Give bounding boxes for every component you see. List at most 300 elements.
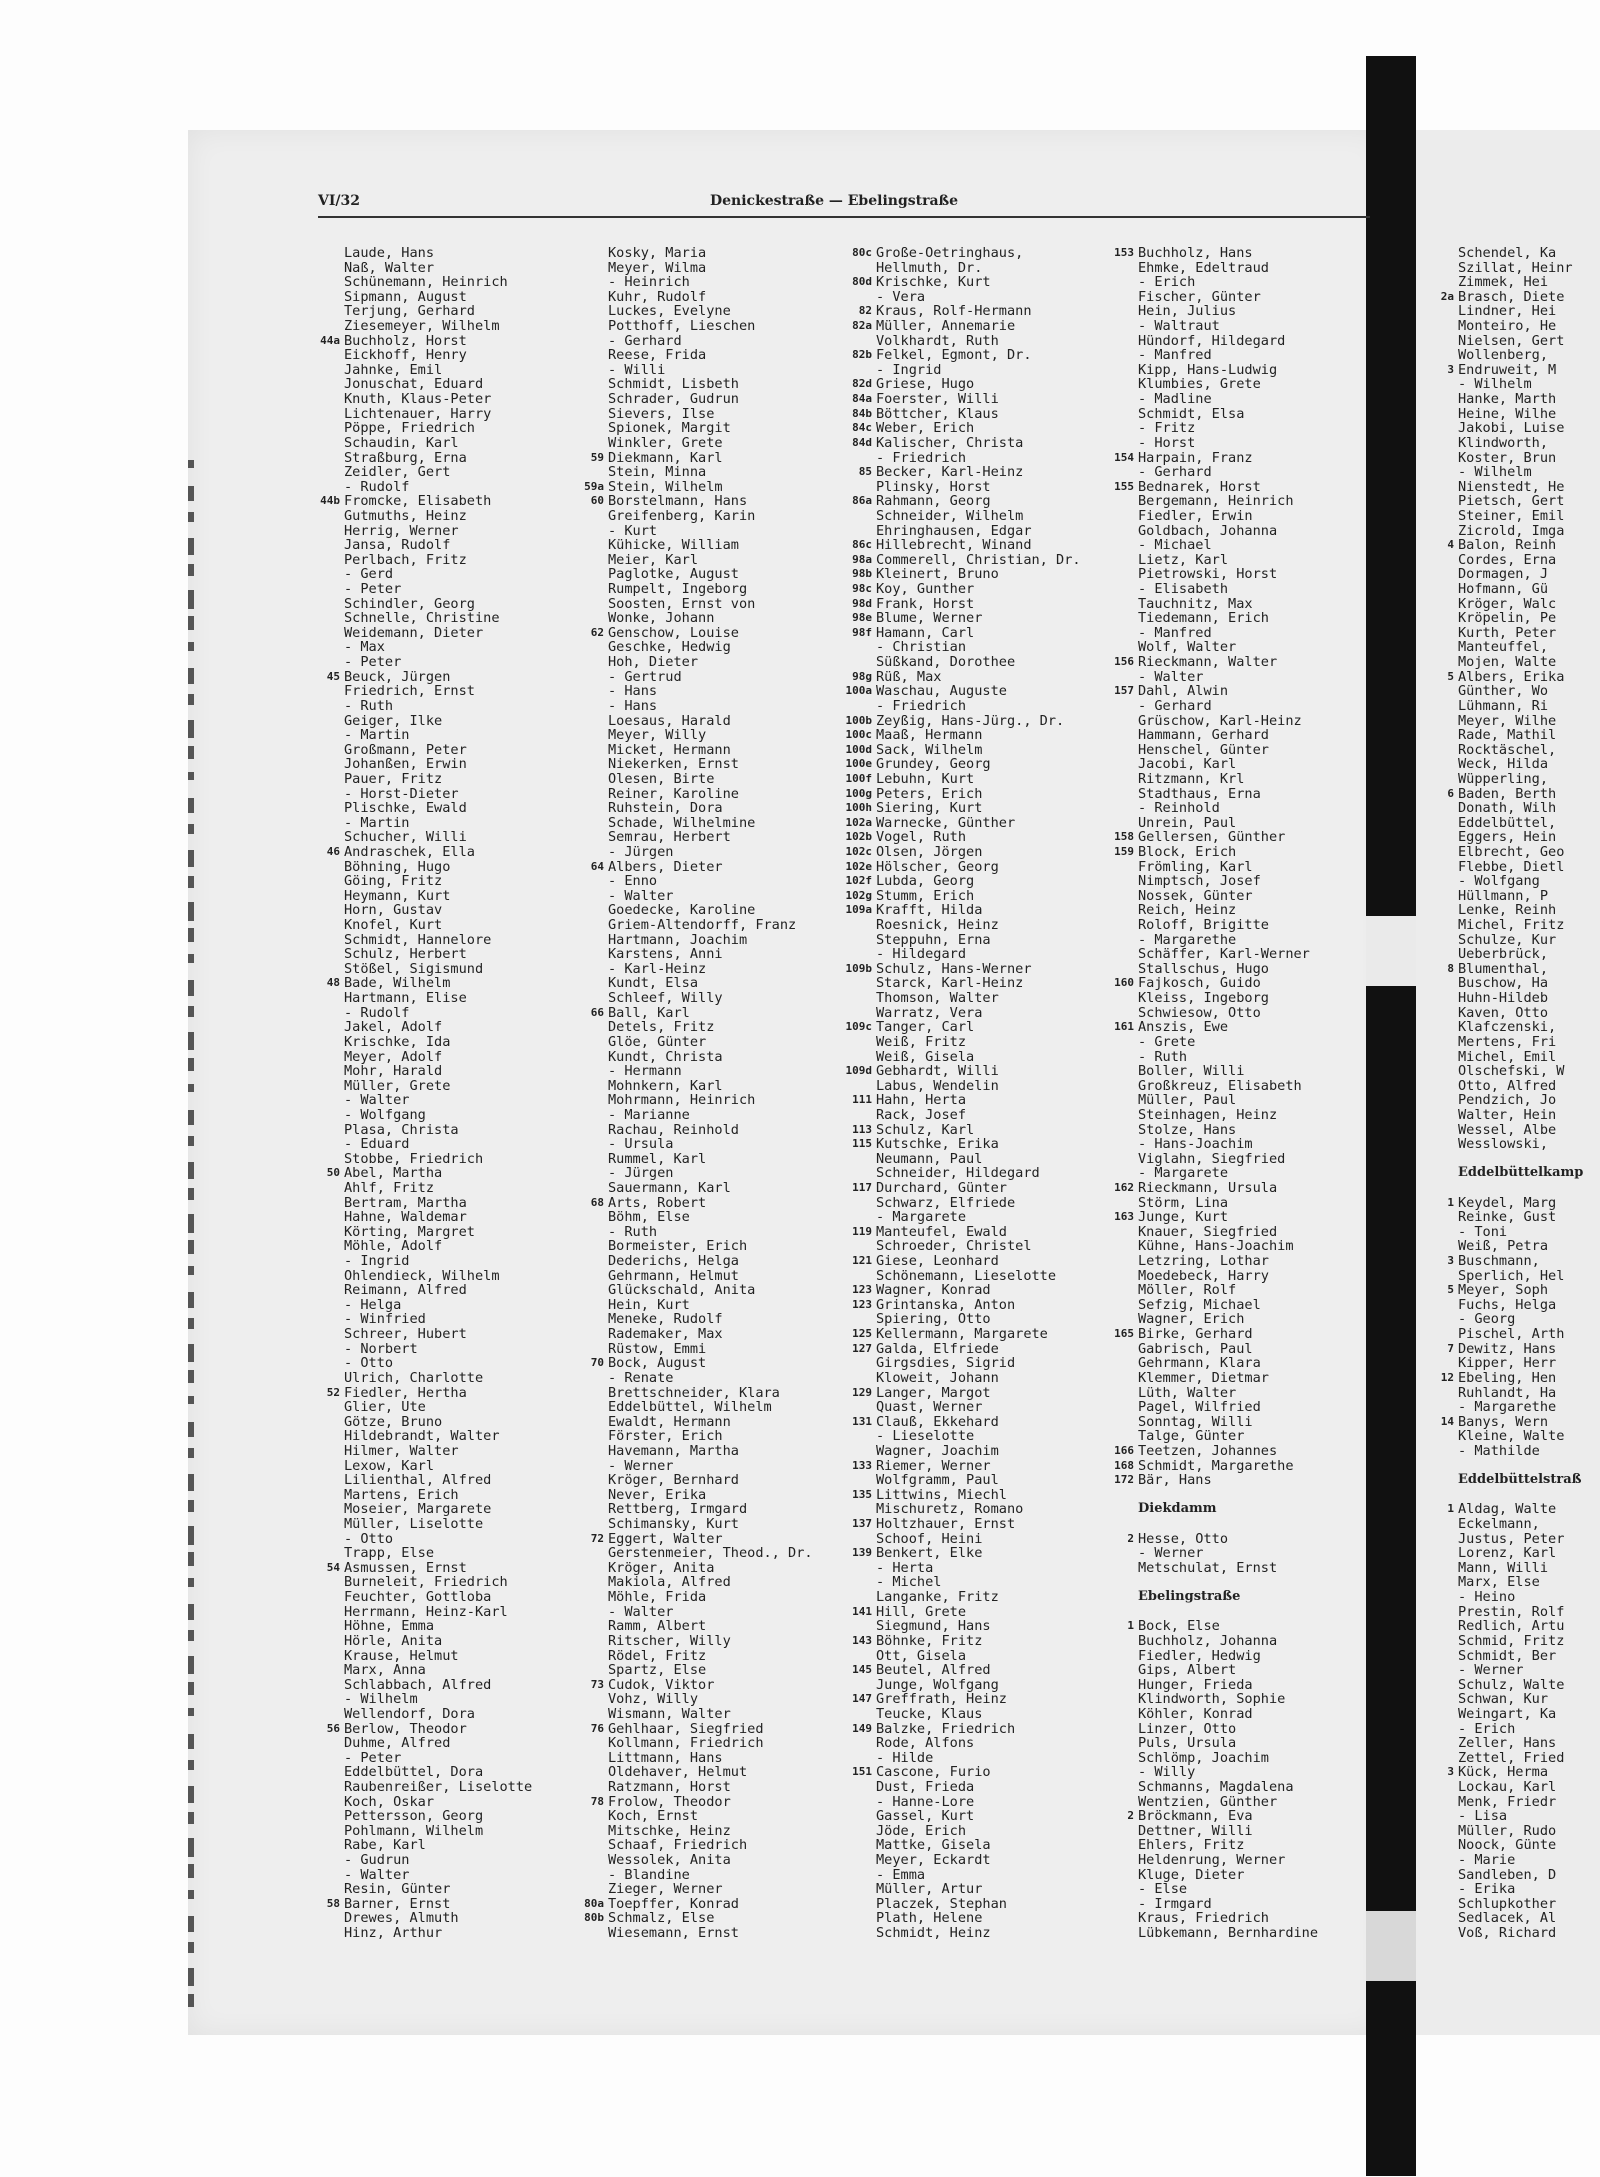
directory-entry [1086, 1897, 1318, 1912]
directory-entry [1086, 1312, 1318, 1327]
house-number [556, 1342, 608, 1357]
resident-name: Ehringhausen, Edgar [876, 522, 1032, 539]
resident-name: Resin, Günter [344, 1881, 451, 1898]
directory-entry [556, 1386, 813, 1401]
resident-name: Lexow, Karl [344, 1457, 435, 1474]
house-number [1086, 1780, 1138, 1795]
directory-entry [820, 538, 1081, 553]
resident-name: Pöppe, Friedrich [344, 420, 475, 437]
directory-entry [1086, 1926, 1318, 1941]
directory-entry [820, 377, 1081, 392]
house-number [300, 1312, 344, 1327]
resident-name: Nossek, Günter [1138, 887, 1253, 904]
house-number [300, 1678, 344, 1693]
directory-entry [1086, 334, 1318, 349]
directory-entry [1086, 1210, 1318, 1225]
house-number [820, 1795, 876, 1810]
house-number [1086, 1649, 1138, 1664]
resident-name: Moseier, Margarete [344, 1501, 492, 1518]
resident-name: Unrein, Paul [1138, 814, 1237, 831]
house-number [556, 1050, 608, 1065]
resident-name: Soosten, Ernst von [608, 595, 756, 612]
directory-entry [820, 1853, 1081, 1868]
house-number [1426, 1327, 1458, 1342]
directory-entry [300, 1926, 532, 1941]
house-number [1086, 319, 1138, 334]
directory-entry [820, 1751, 1081, 1766]
resident-name: - Jürgen [608, 843, 674, 860]
resident-name: Kuhr, Rudolf [608, 288, 707, 305]
resident-name: Bröckmann, Eva [1138, 1808, 1253, 1825]
directory-entry [820, 1356, 1081, 1371]
resident-name: Borstelmann, Hans [608, 493, 748, 510]
directory-entry [1426, 1064, 1600, 1079]
resident-name: Weber, Erich [876, 420, 975, 437]
house-number [556, 1502, 608, 1517]
directory-entry [1426, 728, 1600, 743]
directory-entry [556, 1678, 813, 1693]
resident-name: - Hilde [876, 1749, 934, 1766]
edge-mark [188, 1214, 194, 1233]
directory-entry [556, 743, 813, 758]
resident-name: Maaß, Hermann [876, 727, 983, 744]
house-number [556, 1736, 608, 1751]
directory-entry [820, 1575, 1081, 1590]
house-number [300, 1064, 344, 1079]
directory-entry [1426, 1035, 1600, 1050]
house-number [1426, 1093, 1458, 1108]
directory-entry [300, 1356, 532, 1371]
house-number [1426, 1225, 1458, 1240]
directory-entry [820, 1225, 1081, 1240]
directory-entry [1426, 1459, 1600, 1474]
directory-entry [1086, 728, 1318, 743]
resident-name: Schmidt, Lisbeth [608, 376, 739, 393]
resident-name: Rabe, Karl [344, 1837, 426, 1854]
directory-entry [1426, 1488, 1600, 1503]
resident-name: - Walter [608, 887, 674, 904]
directory-entry [1426, 1605, 1600, 1620]
directory-entry [1086, 640, 1318, 655]
house-number [1086, 699, 1138, 714]
house-number [556, 684, 608, 699]
house-number [556, 1225, 608, 1240]
directory-entry [300, 465, 532, 480]
directory-entry [1426, 1006, 1600, 1021]
resident-name: Voß, Richard [1458, 1925, 1557, 1941]
resident-name: Wesslowski, [1458, 1136, 1549, 1153]
directory-entry [1086, 480, 1318, 495]
directory-entry [300, 1035, 532, 1050]
directory-entry [300, 889, 532, 904]
house-number [556, 1590, 608, 1605]
resident-name: Stößel, Sigismund [344, 960, 484, 977]
resident-name: Martens, Erich [344, 1486, 459, 1503]
house-number [1086, 1356, 1138, 1371]
edge-mark [188, 798, 194, 813]
house-number [1086, 1196, 1138, 1211]
directory-entry [1086, 1838, 1318, 1853]
directory-entry [556, 1006, 813, 1021]
resident-name: Schnelle, Christine [344, 610, 500, 627]
resident-name: Wonke, Johann [608, 610, 715, 627]
directory-entry [556, 465, 813, 480]
house-number: 86a [852, 494, 872, 508]
directory-entry [300, 1006, 532, 1021]
resident-name: Wismann, Walter [608, 1705, 731, 1722]
directory-entry [1086, 1283, 1318, 1298]
directory-entry [820, 874, 1081, 889]
resident-name: Warratz, Vera [876, 1004, 983, 1021]
house-number [300, 319, 344, 334]
house-number [300, 1663, 344, 1678]
house-number [1426, 1356, 1458, 1371]
directory-entry [1426, 1517, 1600, 1532]
house-number [556, 1780, 608, 1795]
house-number [300, 1517, 344, 1532]
directory-entry [820, 1488, 1081, 1503]
resident-name: Eddelbüttel, [1458, 814, 1557, 831]
house-number: 4 [1447, 538, 1454, 552]
resident-name: Bertram, Martha [344, 1194, 467, 1211]
edge-mark [188, 1604, 194, 1620]
house-number [300, 1050, 344, 1065]
resident-name: Moedebeck, Harry [1138, 1267, 1269, 1284]
directory-entry [300, 670, 532, 685]
directory-entry [1086, 407, 1318, 422]
house-number [820, 1853, 876, 1868]
directory-entry [1086, 1459, 1318, 1474]
directory-entry [1426, 582, 1600, 597]
directory-entry [820, 947, 1081, 962]
house-number [820, 290, 876, 305]
directory-entry [300, 1400, 532, 1415]
house-number [1426, 1035, 1458, 1050]
directory-entry [1426, 1225, 1600, 1240]
resident-name: Waschau, Auguste [876, 683, 1007, 700]
house-number [1086, 772, 1138, 787]
resident-name: Langanke, Fritz [876, 1589, 999, 1606]
directory-entry [1426, 1722, 1600, 1737]
resident-name: Meyer, Wilhe [1458, 712, 1557, 729]
edge-mark [188, 1812, 194, 1824]
resident-name: Müller, Paul [1138, 1092, 1237, 1109]
resident-name: Fuchs, Helga [1458, 1296, 1557, 1313]
directory-entry [1426, 480, 1600, 495]
house-number: 1 [1447, 1195, 1454, 1209]
resident-name: Meyer, Wilma [608, 259, 707, 276]
directory-entry [300, 684, 532, 699]
house-number [1086, 304, 1138, 319]
directory-entry [300, 348, 532, 363]
directory-entry [1426, 246, 1600, 261]
house-number [1086, 1736, 1138, 1751]
house-number: 44b [320, 494, 340, 508]
directory-entry [300, 290, 532, 305]
house-number: 123 [852, 1297, 872, 1311]
edge-mark [188, 668, 194, 684]
resident-name: - Marianne [608, 1106, 690, 1123]
directory-entry [556, 1532, 813, 1547]
resident-name: Mertens, Fri [1458, 1033, 1557, 1050]
house-number [820, 1035, 876, 1050]
resident-name: Makiola, Alfred [608, 1574, 731, 1591]
house-number [300, 1649, 344, 1664]
edge-mark [188, 1058, 194, 1071]
resident-name: Zettel, Fried [1458, 1749, 1565, 1766]
house-number: 159 [1114, 844, 1134, 858]
directory-entry [556, 1868, 813, 1883]
house-number: 98d [852, 596, 872, 610]
directory-entry [556, 787, 813, 802]
directory-entry [1086, 1327, 1318, 1342]
house-number [1426, 1123, 1458, 1138]
directory-entry [300, 611, 532, 626]
house-number [820, 1649, 876, 1664]
resident-name: Steiner, Emil [1458, 507, 1565, 524]
resident-name: Wagner, Konrad [876, 1282, 991, 1299]
directory-entry [300, 1546, 532, 1561]
directory-entry [556, 1269, 813, 1284]
directory-entry [1426, 772, 1600, 787]
directory-entry [556, 772, 813, 787]
resident-name: Straßburg, Erna [344, 449, 467, 466]
house-number [1426, 1911, 1458, 1926]
directory-entry [556, 1590, 813, 1605]
house-number [556, 1166, 608, 1181]
resident-name: Lichtenauer, Harry [344, 405, 492, 422]
house-number [1426, 684, 1458, 699]
resident-name: Tauchnitz, Max [1138, 595, 1253, 612]
directory-entry [1086, 1619, 1318, 1634]
directory-entry [556, 1546, 813, 1561]
house-number [1086, 290, 1138, 305]
directory-entry [1426, 1824, 1600, 1839]
resident-name: - Gudrun [344, 1852, 410, 1869]
house-number [1426, 1459, 1458, 1474]
house-number [556, 1649, 608, 1664]
directory-entry [556, 1649, 813, 1664]
resident-name: Menk, Friedr [1458, 1793, 1557, 1810]
house-number: 127 [852, 1341, 872, 1355]
directory-entry [300, 334, 532, 349]
house-number [820, 1590, 876, 1605]
directory-entry [300, 1663, 532, 1678]
resident-name: Hoh, Dieter [608, 654, 699, 671]
directory-entry [820, 816, 1081, 831]
house-number [820, 1356, 876, 1371]
resident-name: Never, Erika [608, 1486, 707, 1503]
house-number [556, 465, 608, 480]
directory-entry [820, 1765, 1081, 1780]
directory-entry [1086, 1006, 1318, 1021]
directory-entry [300, 1137, 532, 1152]
house-number [1086, 436, 1138, 451]
house-number: 52 [326, 1385, 340, 1399]
edge-mark [188, 980, 194, 996]
directory-entry [556, 1196, 813, 1211]
edge-mark [188, 1942, 194, 1953]
directory-entry [1426, 1371, 1600, 1386]
resident-name: - Wolfgang [1458, 873, 1540, 890]
house-number [1426, 1751, 1458, 1766]
resident-name: Spionek, Margit [608, 420, 731, 437]
resident-name: - Heinrich [608, 274, 690, 291]
directory-entry [820, 1824, 1081, 1839]
directory-entry [1086, 1196, 1318, 1211]
house-number [1426, 1736, 1458, 1751]
directory-entry [300, 1181, 532, 1196]
house-number [1426, 1722, 1458, 1737]
directory-entry [820, 1634, 1081, 1649]
directory-entry [1086, 1882, 1318, 1897]
house-number: 2 [1127, 1809, 1134, 1823]
directory-entry [1086, 275, 1318, 290]
house-number [1426, 597, 1458, 612]
resident-name: Wolfgramm, Paul [876, 1472, 999, 1489]
directory-entry [300, 421, 532, 436]
house-number: 84b [852, 406, 872, 420]
house-number [1426, 319, 1458, 334]
directory-entry [820, 670, 1081, 685]
directory-entry [300, 1298, 532, 1313]
directory-entry [300, 787, 532, 802]
resident-name: Blume, Werner [876, 610, 983, 627]
house-number [556, 1181, 608, 1196]
directory-entry [1086, 1050, 1318, 1065]
resident-name: - Margarethe [1458, 1399, 1557, 1416]
house-number [300, 1035, 344, 1050]
resident-name: Gerstenmeier, Theod., Dr. [608, 1545, 813, 1562]
resident-name: Detels, Fritz [608, 1019, 715, 1036]
directory-entry [820, 1795, 1081, 1810]
resident-name: - Friedrich [876, 449, 967, 466]
resident-name: - Wilhelm [1458, 376, 1532, 393]
directory-entry [1086, 582, 1318, 597]
resident-name: Letzring, Lothar [1138, 1253, 1269, 1270]
directory-entry [556, 1166, 813, 1181]
resident-name: Karstens, Anni [608, 946, 723, 963]
house-number: 5 [1447, 669, 1454, 683]
house-number: 154 [1114, 450, 1134, 464]
edge-mark [188, 1396, 194, 1404]
resident-name: Böhning, Hugo [344, 858, 451, 875]
resident-name: Albers, Erika [1458, 668, 1565, 685]
resident-name: Hilmer, Walter [344, 1442, 459, 1459]
resident-name: Geschke, Hedwig [608, 639, 731, 656]
directory-entry [1426, 1911, 1600, 1926]
house-number [556, 1692, 608, 1707]
directory-entry [300, 640, 532, 655]
resident-name: Wüpperling, [1458, 770, 1549, 787]
house-number [300, 1751, 344, 1766]
directory-entry [1426, 597, 1600, 612]
resident-name: Geiger, Ilke [344, 712, 443, 729]
directory-entry [300, 1093, 532, 1108]
directory-entry [300, 757, 532, 772]
directory-entry [1426, 1283, 1600, 1298]
directory-entry [820, 553, 1081, 568]
resident-name: - Margarete [1138, 1165, 1229, 1182]
directory-entry [300, 1123, 532, 1138]
resident-name: Hüllmann, P [1458, 887, 1549, 904]
directory-entry [300, 991, 532, 1006]
resident-name: Pagel, Wilfried [1138, 1399, 1261, 1416]
house-number [1426, 494, 1458, 509]
directory-entry [556, 392, 813, 407]
edge-mark [188, 1682, 194, 1695]
house-number [300, 524, 344, 539]
directory-entry [300, 816, 532, 831]
house-number [820, 1736, 876, 1751]
resident-name: - Lieselotte [876, 1428, 975, 1445]
house-number [300, 684, 344, 699]
resident-name: Stein, Wilhelm [608, 478, 723, 495]
edge-mark [188, 1266, 194, 1275]
house-number [300, 597, 344, 612]
directory-entry [1426, 261, 1600, 276]
directory-entry [820, 1882, 1081, 1897]
resident-name: Abel, Martha [344, 1165, 443, 1182]
resident-name: Tanger, Carl [876, 1019, 975, 1036]
house-number: 98f [852, 625, 872, 639]
resident-name: Schulz, Walte [1458, 1676, 1565, 1693]
resident-name: Hunger, Frieda [1138, 1676, 1253, 1693]
directory-entry [820, 1181, 1081, 1196]
house-number: 48 [326, 976, 340, 990]
resident-name: - Margarete [876, 1209, 967, 1226]
directory-entry [556, 640, 813, 655]
directory-entry [556, 480, 813, 495]
resident-name: Banys, Wern [1458, 1413, 1549, 1430]
directory-entry [1086, 611, 1318, 626]
house-number [300, 290, 344, 305]
house-number [556, 1137, 608, 1152]
house-number [300, 889, 344, 904]
resident-name: - Peter [344, 581, 402, 598]
house-number [300, 1882, 344, 1897]
directory-entry [820, 1269, 1081, 1284]
resident-name: Schendel, Ka [1458, 246, 1557, 261]
directory-entry [1426, 421, 1600, 436]
house-number [1086, 1166, 1138, 1181]
resident-name: Stallschus, Hugo [1138, 960, 1269, 977]
house-number [300, 728, 344, 743]
directory-entry [1086, 816, 1318, 831]
edge-mark [188, 1526, 194, 1545]
resident-name: Balon, Reinh [1458, 537, 1557, 554]
resident-name: Frank, Horst [876, 595, 975, 612]
directory-entry [820, 1838, 1081, 1853]
resident-name: - Martin [344, 727, 410, 744]
resident-name: Kröger, Bernhard [608, 1472, 739, 1489]
directory-entry [300, 626, 532, 641]
directory-entry [300, 874, 532, 889]
house-number [1086, 1590, 1138, 1605]
resident-name: Weingart, Ka [1458, 1705, 1557, 1722]
house-number [1086, 1561, 1138, 1576]
house-number [820, 1780, 876, 1795]
house-number [556, 1751, 608, 1766]
house-number [1086, 392, 1138, 407]
resident-name: Grundey, Georg [876, 756, 991, 773]
house-number [556, 290, 608, 305]
directory-entry [1086, 699, 1318, 714]
directory-entry [1086, 1064, 1318, 1079]
house-number [300, 1605, 344, 1620]
house-number [820, 1006, 876, 1021]
directory-entry [1086, 976, 1318, 991]
